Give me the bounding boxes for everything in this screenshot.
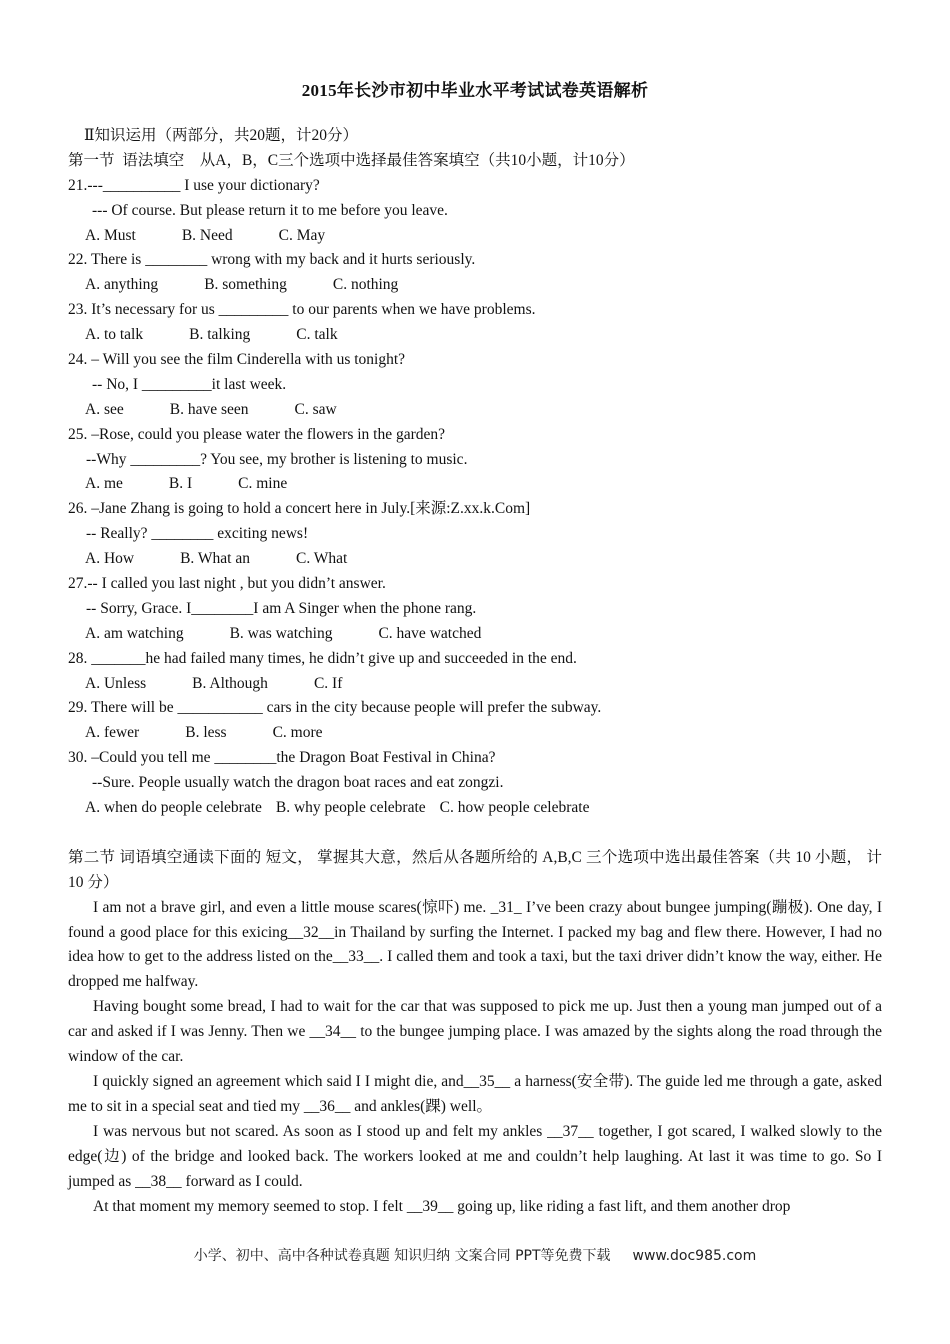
options-row [68, 472, 882, 497]
option-a: A. anything [85, 276, 159, 294]
option-c: C. mine [238, 475, 288, 493]
options-row [68, 323, 882, 348]
question-stem: 21.---__________ I use your dictionary? [68, 176, 320, 194]
question-stem: 23. It’s necessary for us _________ to our parents when we have problems. [68, 301, 536, 319]
options-row [68, 273, 882, 298]
option-a: A. Must [85, 226, 136, 244]
option-a: A. to talk [85, 326, 144, 344]
option-b: B. have seen [169, 400, 249, 418]
question-reply: -- Sorry, Grace. I________I am A Singer when the phone rang. [86, 599, 477, 617]
option-c: C. nothing [332, 276, 399, 294]
footer-link[interactable]: www.doc985.com [632, 1248, 757, 1264]
passage-paragraph-4 [68, 1120, 882, 1195]
option-a: A. How [85, 550, 135, 568]
option-b: B. What an [180, 550, 250, 568]
option-c: C. If [313, 674, 343, 692]
passage-text: Having bought some bread, I had to wait for the car that was supposed to pick me up. Just then a young man jumped out of a car and asked if I was Jenny. Then we __34__ to the bungee jumping place. I was amazed by the sights along the road through the window of the car. [68, 998, 882, 1066]
option-a: A. when do people celebrate [85, 799, 262, 817]
question-23 [68, 298, 882, 348]
options-row [68, 721, 882, 746]
question-reply: -- No, I _________it last week. [92, 375, 287, 393]
option-c: C. how people celebrate [439, 799, 590, 817]
option-b: B. was watching [229, 624, 333, 642]
question-stem: 25. –Rose, could you please water the flowers in the garden? [68, 425, 446, 443]
passage-paragraph-1 [68, 896, 882, 996]
option-a: A. me [85, 475, 123, 493]
option-b: B. less [185, 724, 227, 742]
question-22 [68, 248, 882, 298]
passage-paragraph-5 [68, 1195, 882, 1220]
question-28 [68, 647, 882, 697]
option-c: C. saw [294, 400, 337, 418]
options-row [68, 796, 882, 821]
part1-header: 第一节 语法填空 从A，B，C三个选项中选择最佳答案填空（共10小题，计10分） [68, 151, 635, 169]
footer-text: 小学、初中、高中各种试卷真题 知识归纳 文案合同 PPT等免费下载 [193, 1248, 611, 1264]
passage-paragraph-3 [68, 1070, 882, 1120]
passage-text: I was nervous but not scared. As soon as I stood up and felt my ankles __37__ together, I got scared, I walked slowly to the edge(边) of the bridge and looked back. The workers looked at me and couldn’t help laughing. At last it was time to go. So I jumped as __38__ forward as I could. [68, 1122, 882, 1190]
section-spacer [68, 821, 882, 846]
question-stem: 30. –Could you tell me ________the Dragon Boat Festival in China? [68, 749, 496, 767]
question-stem: 28. _______he had failed many times, he didn’t give up and succeeded in the end. [68, 649, 577, 667]
question-stem: 26. –Jane Zhang is going to hold a concert here in July.[来源:Z.xx.k.Com] [68, 500, 531, 518]
option-b: B. Although [192, 674, 268, 692]
option-c: C. May [278, 226, 326, 244]
option-c: C. talk [296, 326, 338, 344]
option-a: A. fewer [85, 724, 140, 742]
question-21 [68, 174, 882, 249]
option-a: A. see [85, 400, 124, 418]
document-body [68, 124, 882, 1219]
options-row [68, 672, 882, 697]
option-b: B. talking [189, 326, 251, 344]
question-30 [68, 746, 882, 821]
option-c: C. more [272, 724, 323, 742]
question-reply: --Sure. People usually watch the dragon boat races and eat zongzi. [92, 774, 504, 792]
question-stem: 22. There is ________ wrong with my back and it hurts seriously. [68, 251, 476, 269]
section-header: Ⅱ知识运用（两部分，共20题，计20分） [84, 127, 359, 144]
option-c: C. have watched [378, 624, 482, 642]
option-b: B. why people celebrate [275, 799, 426, 817]
options-row [68, 622, 882, 647]
question-stem: 27.-- I called you last night , but you didn’t answer. [68, 575, 386, 593]
part2-header: 第二节 词语填空通读下面的 短文， 掌握其大意，然后从各题所给的 A,B,C 三个选项中选出最佳答案（共 10 小题， 计 10 分） [68, 848, 882, 891]
option-c: C. What [295, 550, 348, 568]
passage-paragraph-2 [68, 995, 882, 1070]
option-b: B. something [204, 276, 287, 294]
option-a: A. Unless [85, 674, 147, 692]
passage-text: I am not a brave girl, and even a little mouse scares(惊吓) me. _31_ I’ve been crazy about bungee jumping(蹦极). One day, I found a good place for this exicing__32__in Thailand by surfing the Internet. I packed my bag and flew there. However, I had no idea how to get to the address listed on the__33__. I called them and took a taxi, but the taxi driver didn’t know the way, either. He dropped me halfway. [68, 898, 882, 991]
passage-text: I quickly signed an agreement which said I I might die, and__35__ a harness(安全带). The guide led me through a gate, asked me to sit in a special seat and tied my __36__ and ankles(踝) well。 [68, 1072, 882, 1115]
question-25 [68, 423, 882, 498]
question-reply: -- Really? ________ exciting news! [86, 525, 309, 543]
options-row [68, 224, 882, 249]
question-29 [68, 696, 882, 746]
question-26 [68, 497, 882, 572]
question-24 [68, 348, 882, 423]
options-row [68, 547, 882, 572]
question-reply: --- Of course. But please return it to me before you leave. [92, 201, 448, 219]
question-27 [68, 572, 882, 647]
option-b: B. Need [181, 226, 233, 244]
question-stem: 24. – Will you see the film Cinderella with us tonight? [68, 351, 406, 369]
option-b: B. I [168, 475, 193, 493]
question-reply: --Why _________? You see, my brother is listening to music. [86, 450, 468, 468]
page-title: 2015年长沙市初中毕业水平考试试卷英语解析 [301, 81, 649, 100]
passage-text: At that moment my memory seemed to stop. I felt __39__ going up, like riding a fast lift, and them another drop [93, 1197, 791, 1215]
page-footer [0, 1245, 950, 1265]
options-row [68, 398, 882, 423]
question-stem: 29. There will be ___________ cars in the city because people will prefer the subway. [68, 699, 602, 717]
option-a: A. am watching [85, 624, 184, 642]
